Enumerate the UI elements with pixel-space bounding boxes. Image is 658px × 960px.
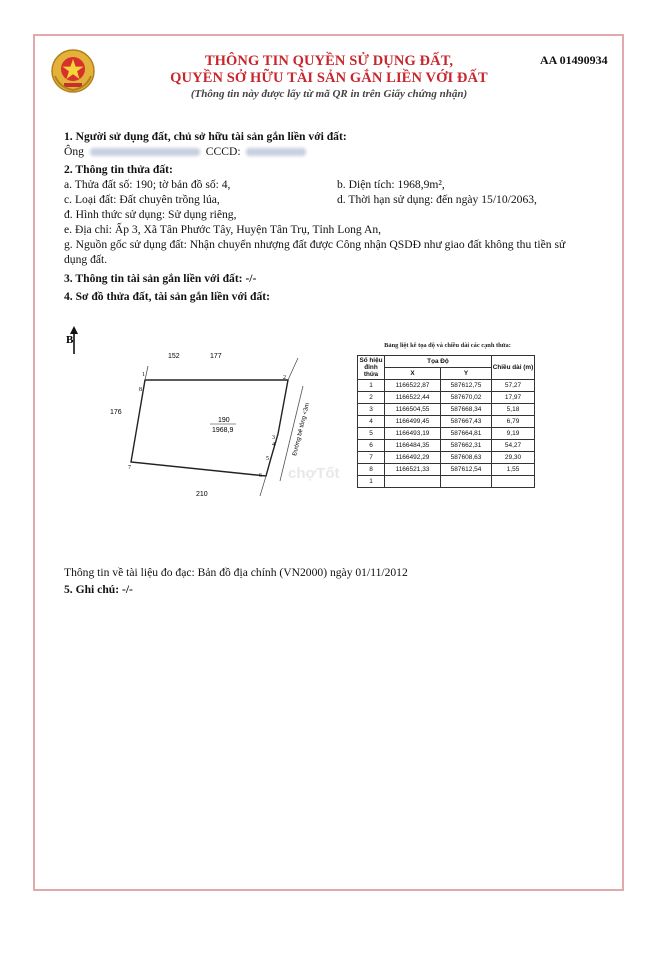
table-cell-x: 1166504,55 bbox=[385, 404, 441, 416]
table-cell-len bbox=[492, 476, 535, 488]
land-type-line: c. Loại đất: Đất chuyên trồng lúa, bbox=[64, 193, 220, 206]
table-cell-x: 1166522,87 bbox=[385, 380, 441, 392]
vertex-label-8: 8 bbox=[139, 387, 142, 393]
table-cell-y: 587667,43 bbox=[441, 416, 492, 428]
vertex-label-4: 4 bbox=[272, 442, 275, 448]
north-arrow-icon bbox=[64, 326, 84, 356]
parcel-number: 190 bbox=[218, 417, 230, 424]
section-5-heading: 5. Ghi chú: -/- bbox=[64, 583, 133, 596]
road-edge-left-top bbox=[288, 358, 298, 380]
vertex-label-7: 7 bbox=[128, 465, 131, 471]
subtitle: (Thông tin này được lấy từ mã QR in trên Giấy chứng nhận) bbox=[190, 88, 468, 100]
table-cell-x bbox=[385, 476, 441, 488]
id-label: CCCD: bbox=[205, 145, 241, 158]
table-row bbox=[358, 464, 535, 476]
vertex-label-5: 5 bbox=[266, 456, 269, 462]
table-cell-x: 1166484,35 bbox=[385, 440, 441, 452]
table-cell-y: 587612,75 bbox=[441, 380, 492, 392]
neighbor-210: 210 bbox=[196, 491, 208, 498]
table-cell-p: 7 bbox=[358, 452, 385, 464]
title-line-1: THÔNG TIN QUYỀN SỬ DỤNG ĐẤT, bbox=[204, 53, 454, 69]
vertex-label-1: 1 bbox=[142, 372, 145, 378]
neighbor-177: 177 bbox=[210, 353, 222, 360]
table-cell-p: 1 bbox=[358, 380, 385, 392]
watermark: chợTốt bbox=[288, 465, 340, 482]
table-row bbox=[358, 392, 535, 404]
coord-table-title: Bảng liệt kê tọa độ và chiều dài các cạnh thửa: bbox=[384, 342, 511, 349]
table-cell-x: 1166521,33 bbox=[385, 464, 441, 476]
north-label: B bbox=[66, 334, 74, 346]
table-cell-p: 3 bbox=[358, 404, 385, 416]
table-cell-p: 6 bbox=[358, 440, 385, 452]
parcel-diagram bbox=[98, 346, 338, 516]
table-row bbox=[358, 404, 535, 416]
neighbor-152: 152 bbox=[168, 353, 180, 360]
address-line: e. Địa chỉ: Ấp 3, Xã Tân Phước Tây, Huyện Tân Trụ, Tỉnh Long An, bbox=[64, 223, 382, 236]
table-cell-y: 587662,31 bbox=[441, 440, 492, 452]
coordinate-table bbox=[357, 355, 535, 488]
coordinate-table-body bbox=[358, 380, 535, 488]
owner-prefix: Ông bbox=[64, 145, 84, 158]
parcel-number-line: a. Thửa đất số: 190; tờ bản đồ số: 4, bbox=[64, 178, 231, 191]
table-cell-x: 1166522,44 bbox=[385, 392, 441, 404]
table-row bbox=[358, 428, 535, 440]
section-2-heading: 2. Thông tin thửa đất: bbox=[64, 163, 173, 176]
table-cell-len: 17,97 bbox=[492, 392, 535, 404]
usage-form-line: đ. Hình thức sử dụng: Sử dụng riêng, bbox=[64, 208, 237, 221]
col-header-coord: Tọa Độ bbox=[385, 356, 492, 368]
neighbor-176: 176 bbox=[110, 409, 122, 416]
section-1-heading: 1. Người sử dụng đất, chủ sở hữu tài sản gắn liền với đất: bbox=[64, 130, 347, 143]
table-cell-p: 5 bbox=[358, 428, 385, 440]
table-row bbox=[358, 452, 535, 464]
table-cell-len: 57,27 bbox=[492, 380, 535, 392]
table-cell-len: 54,27 bbox=[492, 440, 535, 452]
serial-number: AA 01490934 bbox=[540, 53, 608, 67]
table-cell-p: 2 bbox=[358, 392, 385, 404]
table-cell-y: 587668,34 bbox=[441, 404, 492, 416]
table-row bbox=[358, 380, 535, 392]
survey-info: Thông tin về tài liệu đo đạc: Bản đồ địa chính (VN2000) ngày 01/11/2012 bbox=[64, 566, 408, 579]
table-cell-x: 1166492,29 bbox=[385, 452, 441, 464]
table-cell-x: 1166493,19 bbox=[385, 428, 441, 440]
table-cell-y: 587670,02 bbox=[441, 392, 492, 404]
table-row bbox=[358, 440, 535, 452]
table-cell-x: 1166499,45 bbox=[385, 416, 441, 428]
table-row bbox=[358, 416, 535, 428]
area-line: b. Diện tích: 1968,9m², bbox=[337, 178, 445, 191]
term-line: d. Thời hạn sử dụng: đến ngày 15/10/2063, bbox=[337, 193, 537, 206]
road-label: Đường bê tông <3m bbox=[292, 402, 312, 457]
id-number-redacted bbox=[246, 148, 306, 156]
table-row bbox=[358, 476, 535, 488]
origin-line-2: dụng đất. bbox=[64, 253, 108, 266]
title-line-2: QUYỀN SỞ HỮU TÀI SẢN GẮN LIỀN VỚI ĐẤT bbox=[170, 70, 488, 86]
parcel-area: 1968,9 bbox=[212, 427, 234, 434]
table-cell-len: 29,30 bbox=[492, 452, 535, 464]
owner-line bbox=[64, 145, 309, 159]
neighbor-line bbox=[145, 366, 148, 380]
col-header-y: Y bbox=[441, 368, 492, 380]
col-header-x: X bbox=[385, 368, 441, 380]
vertex-label-6: 6 bbox=[259, 473, 262, 479]
table-cell-len: 6,79 bbox=[492, 416, 535, 428]
road-edge-left-bottom bbox=[260, 476, 266, 496]
col-header-point: Số hiệu đỉnh thửa bbox=[359, 357, 383, 378]
vertex-label-3: 3 bbox=[272, 435, 275, 441]
table-cell-y: 587612,54 bbox=[441, 464, 492, 476]
section-4-heading: 4. Sơ đồ thửa đất, tài sản gắn liền với đất: bbox=[64, 290, 270, 303]
table-cell-p: 1 bbox=[358, 476, 385, 488]
table-cell-p: 8 bbox=[358, 464, 385, 476]
origin-line-1: g. Nguồn gốc sử dụng đất: Nhận chuyển nhượng đất được Công nhận QSDĐ như giao đất không thu tiền sử bbox=[64, 238, 566, 251]
table-cell-y: 587664,81 bbox=[441, 428, 492, 440]
table-cell-len: 9,19 bbox=[492, 428, 535, 440]
parcel-boundary bbox=[131, 380, 288, 476]
vertex-label-2: 2 bbox=[283, 375, 286, 381]
table-cell-p: 4 bbox=[358, 416, 385, 428]
table-cell-y: 587608,63 bbox=[441, 452, 492, 464]
col-header-length: Chiều dài (m) bbox=[492, 356, 535, 380]
table-cell-len: 5,18 bbox=[492, 404, 535, 416]
table-cell-y bbox=[441, 476, 492, 488]
owner-name-redacted bbox=[90, 148, 200, 156]
table-cell-len: 1,55 bbox=[492, 464, 535, 476]
section-3-heading: 3. Thông tin tài sản gắn liền với đất: -/- bbox=[64, 272, 257, 285]
